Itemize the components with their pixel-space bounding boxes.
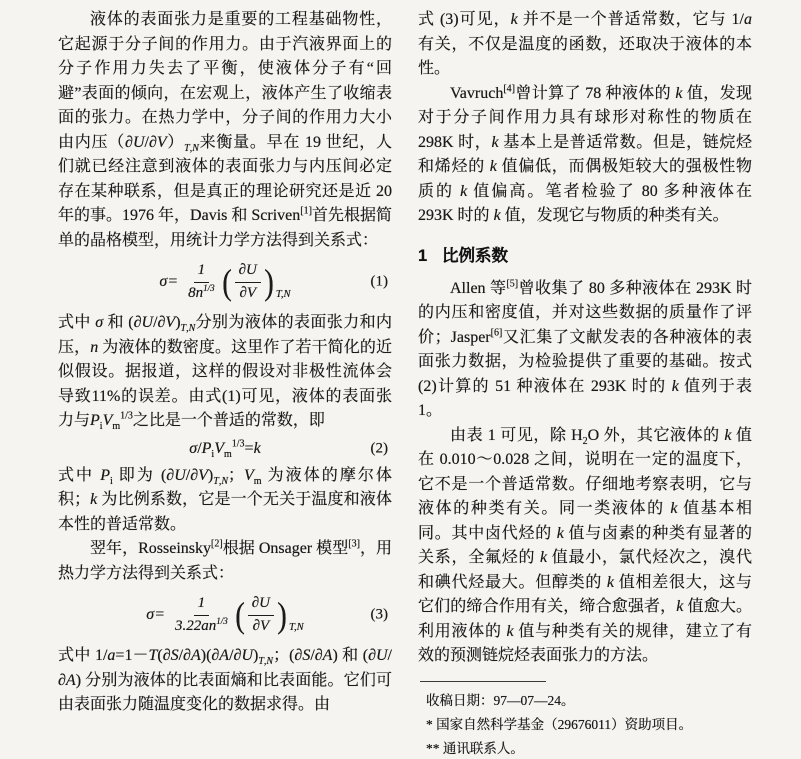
open-paren: ( bbox=[234, 595, 245, 635]
partial-derivative-fraction bbox=[235, 262, 261, 302]
equation-1-body bbox=[159, 262, 290, 302]
left-column bbox=[58, 8, 392, 713]
footnote-divider bbox=[420, 681, 546, 682]
fraction-numerator: ∂U bbox=[248, 595, 274, 615]
section-number: 1 bbox=[418, 246, 428, 265]
fraction-denominator: ∂V bbox=[239, 284, 257, 301]
section-title: 比例系数 bbox=[442, 246, 509, 265]
received-date-note: 收稿日期：97—07—24。 bbox=[426, 692, 575, 708]
equation-number: (1) bbox=[370, 273, 388, 290]
right-column bbox=[418, 8, 752, 756]
intro-paragraph: 液体的表面张力是重要的工程基础物性，它起源于分子间的作用力。由于汽液界面上的分子作用力失去了平衡，使液体分子有“回避”表面的倾向，在宏观上，液体产生了收缩表面的张力。在热力学中，分子间的作用力大小由内压$(\partial U/\partial V)_{T,N}$来衡量。早在 19 世纪，人们就已经注意到液体的表面张力与内压间必定存在某种联系，但是真正的理论研究还是近 20 年的事。1976 年，Davis 和 Scriven[1]首先根据简单的晶格模型，用统计力学方法得到关系式： bbox=[58, 11, 392, 249]
equation-lhs: σ= bbox=[159, 273, 179, 290]
equation-3 bbox=[58, 589, 392, 641]
fraction bbox=[171, 595, 232, 635]
fraction-numerator: ∂U bbox=[235, 262, 261, 282]
correspondent-note: ** 通讯联系人。 bbox=[426, 740, 524, 756]
paragraph: 式中 $P_i$ 即为 $(\partial U/\partial V)_{T,N}$；$V_m$ 为液体的摩尔体积；k 为比例系数，它是一个无关于温度和液体本性的普适常数。 bbox=[58, 466, 392, 533]
close-paren: ) bbox=[277, 595, 287, 635]
equation-number: (2) bbox=[370, 440, 388, 456]
fraction-numerator: 1 bbox=[194, 595, 210, 615]
section-heading bbox=[418, 242, 752, 266]
partial-derivative-fraction bbox=[248, 595, 274, 635]
fraction-denominator: $3.22an^{1/3}$ bbox=[174, 615, 228, 634]
subscript-TN: T,N bbox=[275, 288, 291, 300]
paragraph: Vavruch[4]曾计算了 78 种液体的 k 值，发现对于分子间作用力具有球形对称性的物质在298K 时，k 基本上是普适常数。但是，链烷烃和烯烃的 k 值偏低，而偶极矩较大的强极性物质的 k 值偏高。笔者检验了 80 多种液体在 293K 时的 k 值，发现它与物质的种类有关。 bbox=[418, 83, 752, 224]
equation-lhs: σ= bbox=[146, 606, 165, 623]
open-paren: ( bbox=[221, 262, 232, 302]
fraction-numerator: 1 bbox=[194, 262, 210, 282]
fraction-denominator: $8n^{1/3}$ bbox=[188, 282, 215, 301]
equation-3-body bbox=[146, 595, 303, 635]
equation-1 bbox=[58, 256, 392, 308]
fraction bbox=[184, 262, 219, 302]
paragraph: 式 (3)可见，k 并不是一个普适常数，它与 1/a 有关，不仅是温度的函数，还取决于液体的本性。 bbox=[418, 11, 752, 77]
paragraph: Allen 等[5]曾收集了 80 多种液体在 293K 时的内压和密度值，并对这些数据的质量作了评价；Jasper[6]又汇集了文献发表的各种液体的表面张力数据，为检验提供了重要的基础。按式(2)计算的 51 种液体在 293K 时的 k 值列于表 1。 bbox=[418, 278, 752, 419]
subscript-TN: T,N bbox=[289, 621, 304, 633]
funding-note: * 国家自然科学基金（29676011）资助项目。 bbox=[426, 716, 693, 732]
fraction-denominator: ∂V bbox=[252, 617, 270, 634]
paragraph: 翌年，Rosseinsky[2]根据 Onsager 模型[3]，用热力学方法得到关系式： bbox=[58, 538, 392, 582]
close-paren: ) bbox=[264, 262, 274, 302]
paragraph: 式中 $1/a=1-T(\partial S/\partial A)(\partial A/\partial U)_{T,N}$；(∂S/∂A) 和 (∂U/∂A) 分别为液体的比表面熵和比表面能。它们可由表面张力随温度变化的数据求得。由 bbox=[58, 647, 392, 713]
paragraph: 式中 σ 和 $(\partial U/\partial V)_{T,N}$分别为液体的表面张力和内压，n 为液体的数密度。这里作了若干简化的近似假设。据报道，这样的假设对非极性流体会导致11%的误差。由式(1)可见，液体的表面张力与$P_iV_m^{1/3}$之比是一个普适的常数，即 bbox=[58, 314, 392, 433]
paragraph: 由表 1 可见，除 $H_2O$ 外，其它液体的 k 值在 0.010～0.028 之间，说明在一定的温度下，它不是一个普适常数。仔细地考察表明，它与液体的种类有关。同一类液体的 k 值基本相同。其中卤代烃的 k 值与卤素的种类有显著的关系，全氟烃的 k 值最小，氯代烃次之，溴代和碘代烃最大。但醇类的 k 值相差很大，这与它们的缔合作用有关，缔合愈强者，k 值愈大。利用液体的 k 值与种类有关的规律，建立了有效的预测链烷烃表面张力的方法。 bbox=[418, 426, 752, 664]
footnotes bbox=[418, 681, 752, 759]
equation-number: (3) bbox=[370, 606, 388, 623]
equation-2 bbox=[58, 435, 392, 463]
equation-2-body: $\sigma/P_iV_m^{1/3}=k$ bbox=[189, 438, 261, 460]
